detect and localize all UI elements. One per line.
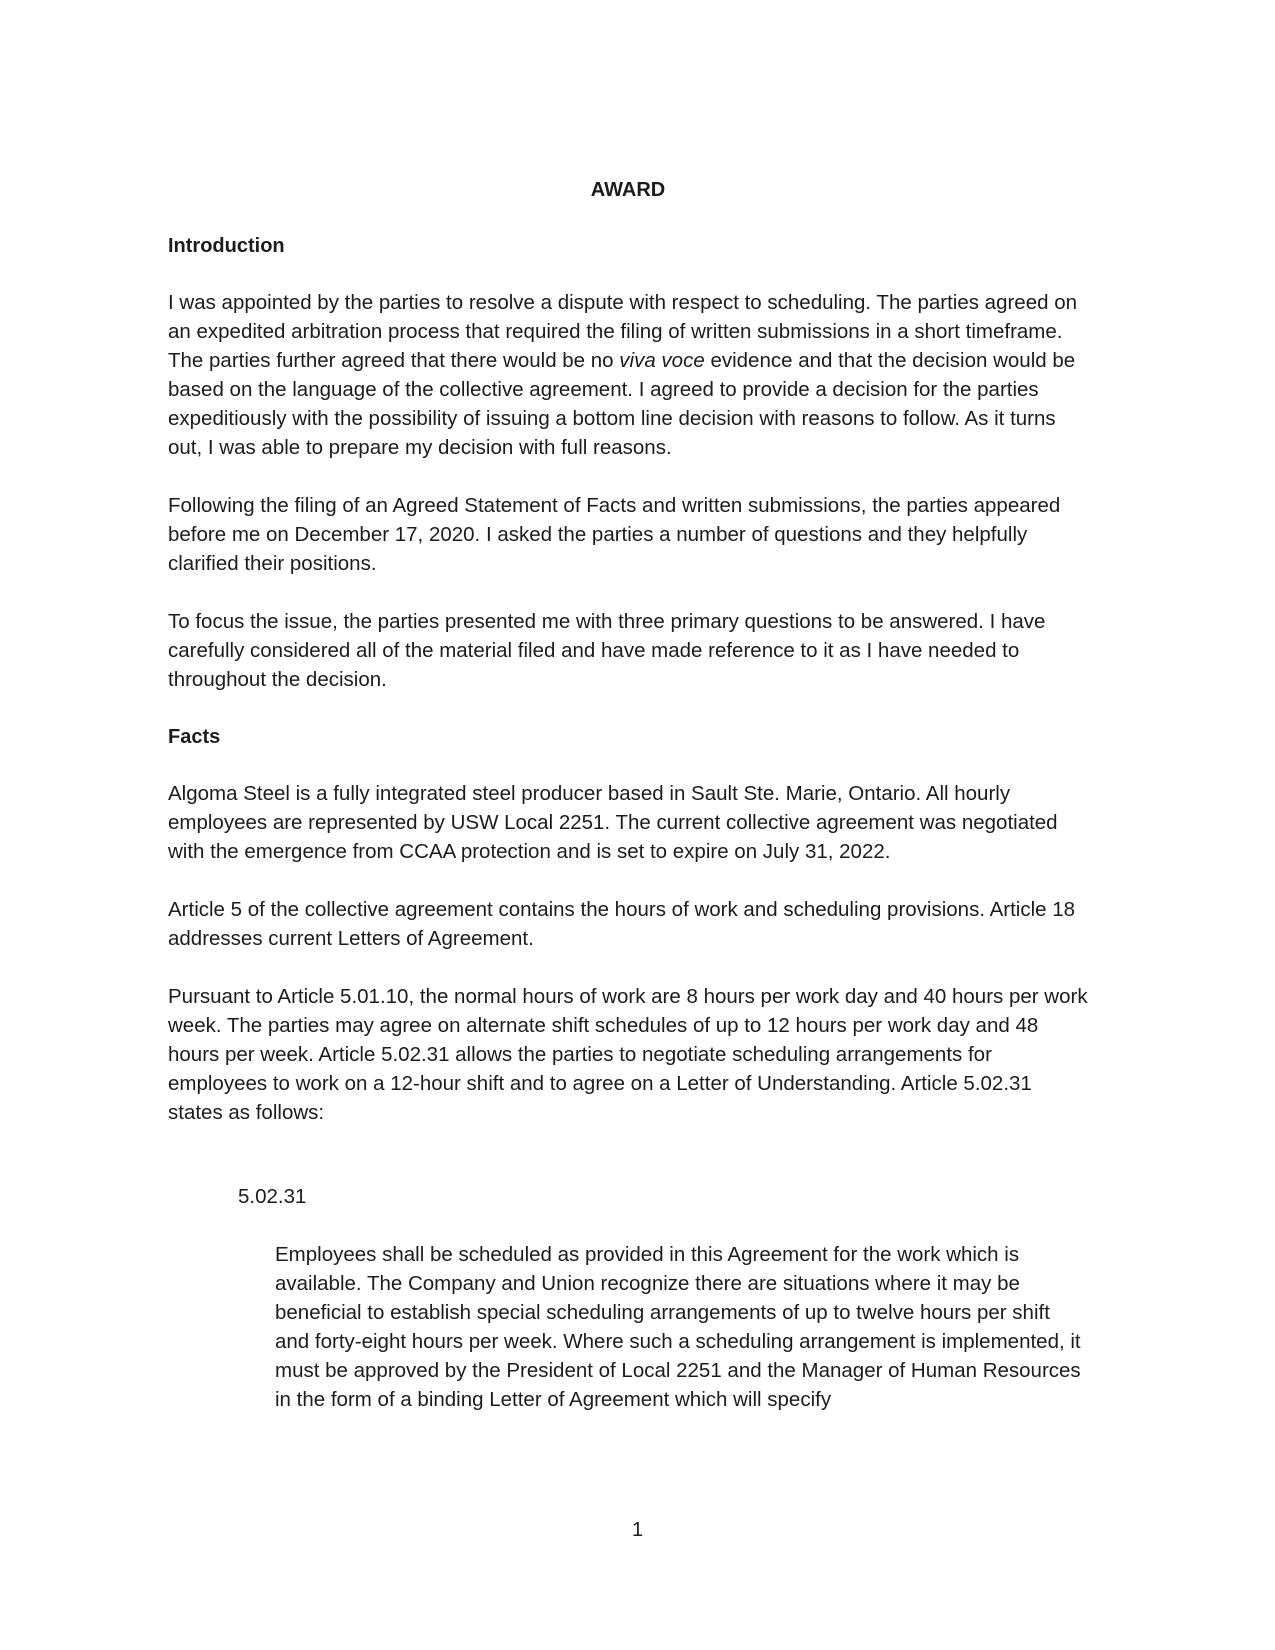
facts-paragraph-2: Article 5 of the collective agreement contains the hours of work and scheduling provisions. Article 18 addresses current Letters of Agreement. xyxy=(168,898,1076,950)
introduction-paragraph-1 xyxy=(168,288,1088,462)
document-body xyxy=(168,176,1088,1414)
section-heading-facts: Facts xyxy=(168,726,221,748)
page-number: 1 xyxy=(631,1519,644,1541)
introduction-paragraph-1-end: evidence and that the decision would be based on the language of the collective agreement. I agreed to provide a decision for the parties expeditiously with the possibility of issuing a bottom line decision with reasons to follow. As it turns out, I was able to prepare my decision with full reasons. xyxy=(168,349,1076,459)
article-number: 5.02.31 xyxy=(238,1185,307,1208)
introduction-paragraph-1-start: I was appointed by the parties to resolve a dispute with respect to scheduling. The parties agreed on an expedited arbitration process that required the filing of written submissions in a short timeframe. The parties further agreed that there would be no xyxy=(168,291,1078,372)
document-title: AWARD xyxy=(590,179,666,201)
article-quote: Employees shall be scheduled as provided in this Agreement for the work which is available. The Company and Union recognize there are situations where it may be beneficial to establish special scheduling arrangements of up to twelve hours per shift and forty-eight hours per week. Where such a scheduling arrangement is implemented, it must be approved by the President of Local 2251 and the Manager of Human Resources in the form of a binding Letter of Agreement which will specify xyxy=(275,1243,1081,1411)
section-heading-introduction: Introduction xyxy=(168,235,285,257)
facts-paragraph-3: Pursuant to Article 5.01.10, the normal hours of work are 8 hours per work day and 40 hours per work week. The parties may agree on alternate shift schedules of up to 12 hours per work day and 48 hours per week. Article 5.02.31 allows the parties to negotiate scheduling arrangements for employees to work on a 12-hour shift and to agree on a Letter of Understanding. Article 5.02.31 states as follows: xyxy=(168,985,1088,1124)
introduction-paragraph-2: Following the filing of an Agreed Statement of Facts and written submissions, the parties appeared before me on December 17, 2020. I asked the parties a number of questions and they helpfully clarified their positions. xyxy=(168,494,1061,575)
introduction-paragraph-3: To focus the issue, the parties presented me with three primary questions to be answered. I have carefully considered all of the material filed and have made reference to it as I have needed to throughout the decision. xyxy=(168,610,1046,691)
italic-term: viva voce xyxy=(619,349,705,372)
facts-paragraph-1: Algoma Steel is a fully integrated steel producer based in Sault Ste. Marie, Ontario. All hourly employees are represented by USW Local 2251. The current collective agreement was negotiated with the emergence from CCAA protection and is set to expire on July 31, 2022. xyxy=(168,782,1058,863)
